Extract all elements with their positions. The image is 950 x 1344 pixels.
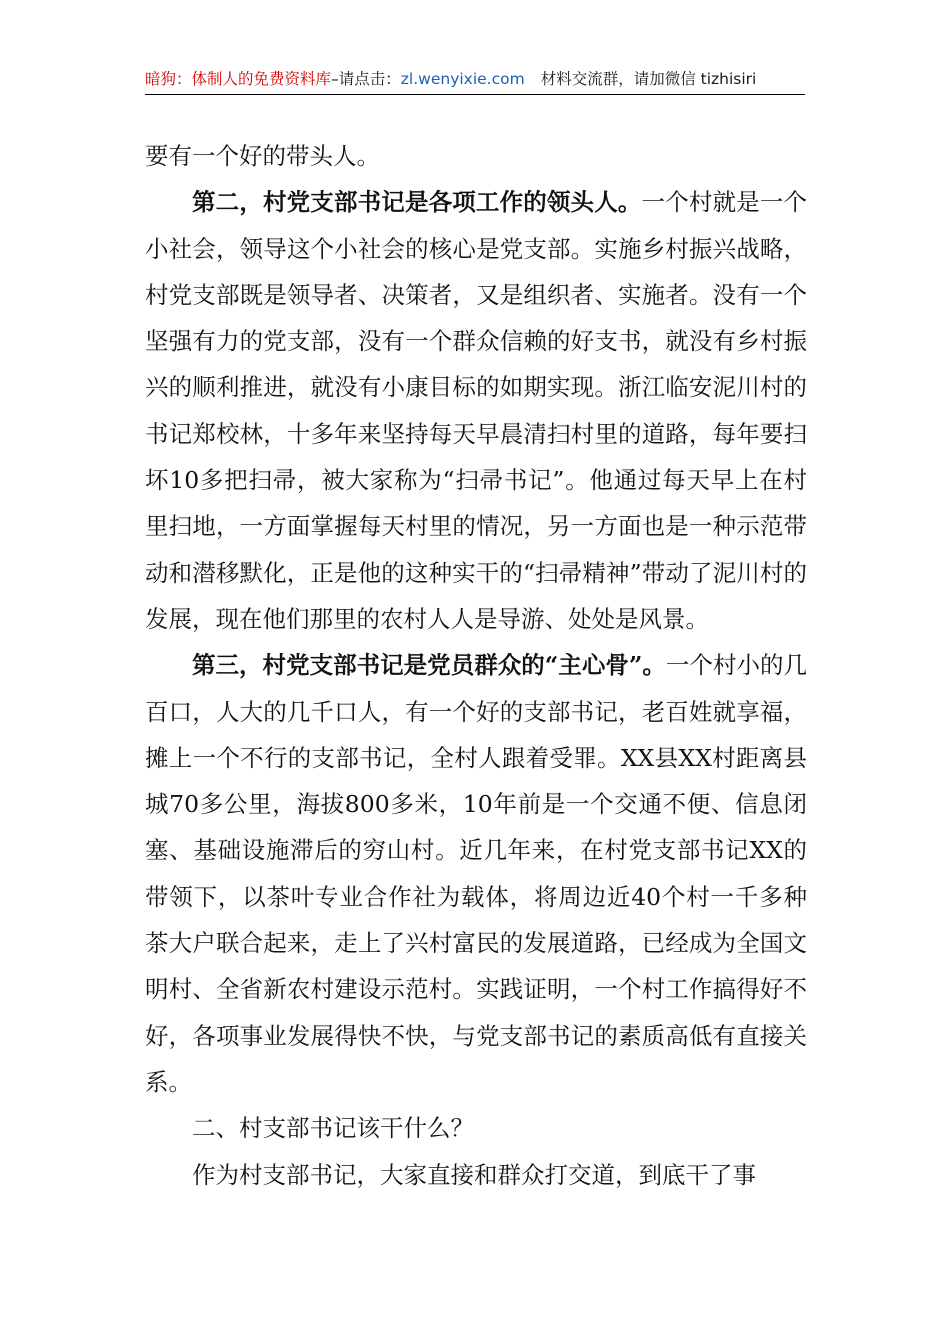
section-heading bbox=[145, 1105, 807, 1151]
document-body bbox=[145, 133, 807, 1198]
paragraph-lead: 第二，村党支部书记是各项工作的领头人。 bbox=[192, 188, 642, 217]
header-wechat-note: 材料交流群，请加微信 tizhisiri bbox=[540, 70, 757, 88]
paragraph-text: 要有一个好的带头人。 bbox=[145, 142, 380, 170]
header-click-prefix: –请点击： bbox=[331, 70, 401, 88]
paragraph-text: 作为村支部书记，大家直接和群众打交道，到底干了事 bbox=[192, 1160, 756, 1189]
paragraph-point-two bbox=[145, 179, 807, 642]
paragraph-point-three bbox=[145, 642, 807, 1105]
paragraph-text: 一个村小的几百口，人大的几千口人，有一个好的支部书记，老百姓就享福，摊上一个不行的支部书记，全村人跟着受罪。XX县XX村距离县城70多公里，海拔800多米，10年前是一个交通不便、信息闭塞、基础设施滞后的穷山村。近几年来，在村党支部书记XX的带领下，以茶叶专业合作社为载体，将周边近40个村一千多种茶大户联合起来，走上了兴村富民的发展道路，已经成为全国文明村、全省新农村建设示范村。实践证明，一个村工作搞得好不好，各项事业发展得快不快，与党支部书记的素质高低有直接关系。 bbox=[145, 651, 807, 1096]
paragraph-section-intro bbox=[145, 1152, 807, 1198]
header-brand: 暗狗：体制人的免费资料库 bbox=[145, 70, 332, 88]
page-header bbox=[145, 64, 805, 95]
paragraph-continuation bbox=[145, 133, 807, 179]
paragraph-text: 一个村就是一个小社会，领导这个小社会的核心是党支部。实施乡村振兴战略，村党支部既是领导者、决策者，又是组织者、实施者。没有一个坚强有力的党支部，没有一个群众信赖的好支书，就没有乡村振兴的顺利推进，就没有小康目标的如期实现。浙江临安泥川村的书记郑校林，十多年来坚持每天早晨清扫村里的道路，每年要扫坏10多把扫帚，被大家称为“扫帚书记”。他通过每天早上在村里扫地，一方面掌握每天村里的情况，另一方面也是一种示范带动和潜移默化，正是他的这种实干的“扫帚精神”带动了泥川村的发展，现在他们那里的农村人人是导游、处处是风景。 bbox=[145, 188, 808, 633]
section-heading-text: 二、村支部书记该干什么？ bbox=[192, 1114, 474, 1143]
paragraph-lead: 第三，村党支部书记是党员群众的“主心骨”。 bbox=[192, 651, 666, 680]
header-url-link[interactable]: zl.wenyixie.com bbox=[400, 70, 525, 88]
